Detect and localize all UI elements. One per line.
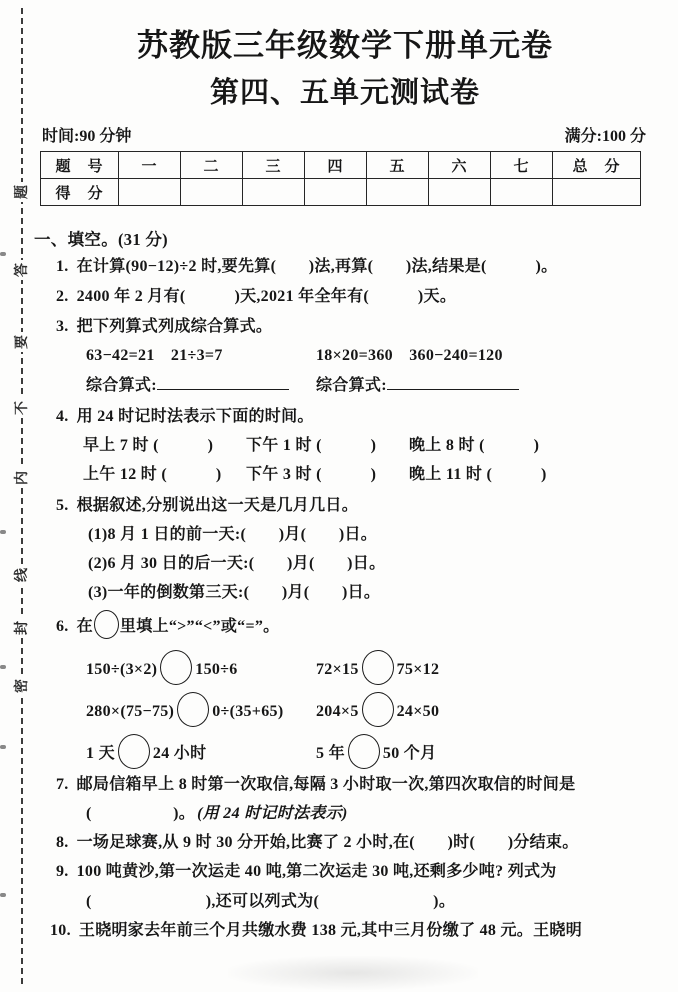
compare-circle-icon [160, 650, 192, 685]
compare-circle-icon [362, 692, 394, 727]
question-9-line2: ( ),还可以列式为( )。 [86, 893, 456, 910]
composite-expression-label: 综合算式: [316, 377, 387, 394]
question-6-row1-left [86, 650, 238, 685]
question-3 [56, 313, 272, 336]
question-number: 6. [56, 618, 69, 635]
question-5-item-2: (2)6 月 30 日的后一天:( )月( )日。 [88, 555, 386, 572]
question-5-item-3: (3)一年的倒数第三天:( )月( )日。 [88, 584, 381, 601]
seal-char: 要 [13, 332, 33, 352]
expression-left: 204×5 [316, 703, 359, 720]
question-text-post: 里填上“>”“<”或“=”。 [119, 618, 280, 635]
question-6 [56, 610, 279, 639]
seal-char: 不 [13, 398, 33, 418]
question-text: 邮局信箱早上 8 时第一次取信,每隔 3 小时取一次,第四次取信的时间是 [76, 776, 576, 793]
expression-right: 24 小时 [152, 745, 207, 762]
score-value-cell [243, 179, 305, 206]
question-6-row1-right [316, 650, 439, 685]
question-text: 用 24 时记时法表示下面的时间。 [76, 408, 314, 425]
question-number: 9. [56, 863, 69, 880]
score-value-cell [367, 179, 429, 206]
expression-right: 50 个月 [382, 745, 437, 762]
question-text: 根据叙述,分别说出这一天是几月几日。 [76, 497, 359, 514]
question-number: 1. [56, 258, 69, 275]
expression-left: 72×15 [316, 661, 359, 678]
seal-char: 封 [13, 618, 33, 638]
question-number: 10. [50, 922, 71, 939]
question-3-equations-right: 18×20=360 360−240=120 [316, 347, 503, 364]
question-6-row3-left [86, 734, 206, 769]
composite-expression-label: 综合算式: [86, 377, 157, 394]
header-cell-1: 一 [119, 152, 181, 179]
compare-circle-icon [177, 692, 209, 727]
question-6-row3-right [316, 734, 436, 769]
score-value-cell [491, 179, 553, 206]
question-1 [56, 253, 557, 276]
header-cell-question-no: 题 号 [41, 152, 119, 179]
question-text: 一场足球赛,从 9 时 30 分开始,比赛了 2 小时,在( )时( )分结束。 [76, 834, 579, 851]
expression-left: 280×(75−75) [86, 703, 175, 720]
question-number: 3. [56, 318, 69, 335]
score-value-cell [305, 179, 367, 206]
answer-blank-line [157, 376, 289, 390]
expression-left: 150÷(3×2) [86, 661, 158, 678]
question-text: 在计算(90−12)÷2 时,要先算( )法,再算( )法,结果是( )。 [76, 258, 558, 275]
compare-circle-icon [362, 650, 394, 685]
question-3-answer-right [316, 372, 519, 395]
question-number: 7. [56, 776, 69, 793]
seal-char: 题 [13, 182, 33, 202]
question-4 [56, 403, 314, 426]
question-9 [56, 858, 557, 881]
time-limit-label: 时间:90 分钟 [42, 128, 132, 145]
score-value-cell [181, 179, 243, 206]
question-5-item-1: (1)8 月 1 日的前一天:( )月( )日。 [88, 526, 378, 543]
compare-circle-icon [118, 734, 150, 769]
header-cell-7: 七 [491, 152, 553, 179]
paper-subtitle: 第四、五单元测试卷 [209, 77, 480, 109]
compare-circle-icon [348, 734, 380, 769]
notation-hint: (用 24 时记时法表示) [197, 805, 348, 822]
score-row-label: 得 分 [41, 179, 119, 206]
question-3-answer-left [86, 372, 289, 395]
scan-speck-artifact [0, 530, 6, 534]
seal-char: 内 [13, 468, 33, 488]
question-10 [50, 917, 582, 940]
header-cell-4: 四 [305, 152, 367, 179]
question-text: 2400 年 2 月有( )天,2021 年全年有( )天。 [76, 288, 457, 305]
score-value-cell [119, 179, 181, 206]
answer-blank-line [387, 376, 519, 390]
header-cell-6: 六 [429, 152, 491, 179]
scan-shadow-artifact [228, 956, 478, 990]
seal-char: 线 [13, 565, 33, 585]
header-cell-2: 二 [181, 152, 243, 179]
score-value-cell [553, 179, 641, 206]
seal-char: 密 [13, 676, 33, 696]
score-table-score-row [41, 179, 641, 206]
question-number: 2. [56, 288, 69, 305]
expression-right: 0÷(35+65) [212, 703, 284, 720]
compare-circle-icon [94, 610, 119, 639]
question-text: 把下列算式列成综合算式。 [76, 318, 273, 335]
question-2 [56, 283, 456, 306]
question-4-row1-col2: 下午 1 时 ( ) [246, 437, 377, 454]
paper-title: 苏教版三年级数学下册单元卷 [137, 28, 553, 63]
seal-char: 答 [13, 260, 33, 280]
expression-right: 75×12 [396, 661, 440, 678]
question-text: 100 吨黄沙,第一次运走 40 吨,第二次运走 30 吨,还剩多少吨? 列式为 [76, 863, 557, 880]
question-text-pre: 在 [76, 618, 93, 635]
seal-dashed-line [21, 8, 23, 984]
question-6-row2-right [316, 692, 439, 727]
question-number: 4. [56, 408, 69, 425]
score-table [40, 151, 641, 206]
scan-speck-artifact [0, 893, 6, 897]
question-3-equations-left: 63−42=21 21÷3=7 [86, 347, 223, 364]
question-6-row2-left [86, 692, 283, 727]
scan-speck-artifact [0, 745, 6, 749]
header-cell-5: 五 [367, 152, 429, 179]
question-5 [56, 492, 358, 515]
score-table-header-row [41, 152, 641, 179]
question-number: 5. [56, 497, 69, 514]
question-8 [56, 829, 579, 852]
header-cell-total: 总 分 [553, 152, 641, 179]
score-value-cell [429, 179, 491, 206]
header-cell-3: 三 [243, 152, 305, 179]
question-4-row1-col1: 早上 7 时 ( ) [83, 437, 214, 454]
expression-right: 24×50 [396, 703, 440, 720]
expression-right: 150÷6 [195, 661, 238, 678]
expression-left: 5 年 [316, 745, 345, 762]
question-7-line2 [86, 800, 348, 823]
section-1-heading: 一、填空。(31 分) [34, 230, 168, 249]
question-4-row2-col3: 晚上 11 时 ( ) [409, 466, 547, 483]
question-4-row2-col2: 下午 3 时 ( ) [246, 466, 377, 483]
expression-left: 1 天 [86, 745, 115, 762]
question-4-row2-col1: 上午 12 时 ( ) [83, 466, 222, 483]
question-number: 8. [56, 834, 69, 851]
question-4-row1-col3: 晚上 8 时 ( ) [409, 437, 540, 454]
scan-speck-artifact [0, 252, 6, 256]
answer-parentheses: ( )。 [86, 805, 196, 822]
question-7 [56, 771, 575, 794]
scan-speck-artifact [0, 665, 6, 669]
question-text: 王晓明家去年前三个月共缴水费 138 元,其中三月份缴了 48 元。王晓明 [78, 922, 583, 939]
full-score-label: 满分:100 分 [564, 128, 646, 145]
